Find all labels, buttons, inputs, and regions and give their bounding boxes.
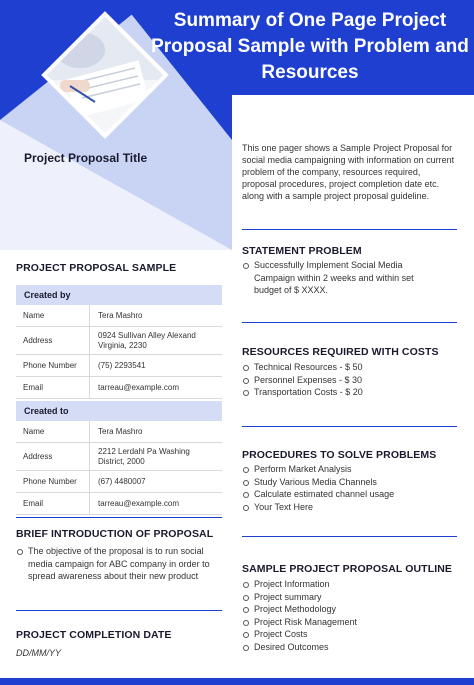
section-divider xyxy=(242,426,457,427)
table-row xyxy=(16,305,222,327)
section-divider xyxy=(242,536,457,537)
list-item: Project Methodology xyxy=(242,603,457,616)
bg-bottom-bar xyxy=(0,678,474,685)
list-item: Your Text Here xyxy=(242,501,457,514)
list-item: Personnel Expenses - $ 30 xyxy=(242,374,457,387)
list-item: Perform Market Analysis xyxy=(242,463,457,476)
completion-heading: PROJECT COMPLETION DATE xyxy=(16,629,172,641)
procedures-heading: PROCEDURES TO SOLVE PROBLEMS xyxy=(242,449,437,461)
statement-heading: STATEMENT PROBLEM xyxy=(242,245,362,257)
row-value: (67) 4480007 xyxy=(98,476,146,486)
row-value: tarreau@example.com xyxy=(98,498,180,508)
list-item: Calculate estimated channel usage xyxy=(242,488,457,501)
project-title: Project Proposal Title xyxy=(24,151,148,165)
brief-heading: BRIEF INTRODUCTION OF PROPOSAL xyxy=(16,528,214,540)
row-label: Name xyxy=(16,305,90,326)
procedures-list xyxy=(242,463,457,513)
row-value: (75) 2293541 xyxy=(98,360,146,370)
brief-list xyxy=(16,545,216,583)
sample-table xyxy=(16,285,222,518)
table-row xyxy=(16,421,222,443)
list-item: Technical Resources - $ 50 xyxy=(242,361,457,374)
row-label: Address xyxy=(16,443,90,470)
row-label: Email xyxy=(16,377,90,398)
created-to-header: Created to xyxy=(16,401,222,421)
table-row xyxy=(16,443,222,471)
outline-heading: SAMPLE PROJECT PROPOSAL OUTLINE xyxy=(242,563,453,575)
row-value: 2212 Lerdahl Pa Washing District, 2000 xyxy=(98,446,190,466)
page-title: Summary of One Page Project Proposal Sample with Problem and Resources xyxy=(151,10,469,83)
outline-list xyxy=(242,578,457,653)
table-row xyxy=(16,493,222,515)
completion-date: DD/MM/YY xyxy=(16,648,61,658)
table-row xyxy=(16,377,222,399)
row-value: tarreau@example.com xyxy=(98,382,180,392)
row-value: Tera Mashro xyxy=(98,426,143,436)
sample-heading: PROJECT PROPOSAL SAMPLE xyxy=(16,262,177,274)
list-item: Project Information xyxy=(242,578,457,591)
table-bottom-rule xyxy=(16,517,222,518)
table-row xyxy=(16,471,222,493)
table-row xyxy=(16,327,222,355)
created-by-header: Created by xyxy=(16,285,222,305)
section-divider xyxy=(242,229,457,230)
row-value: 0924 Sullivan Alley Alexand Virginia, 2230 xyxy=(98,330,196,350)
section-divider xyxy=(242,322,457,323)
list-item: Project Risk Management xyxy=(242,616,457,629)
intro-paragraph: This one pager shows a Sample Project Proposal for social media campaigning with information on current problem of the company, resources required, proposal procedures, project completion date etc. along with a sample project proposal guideline. xyxy=(242,143,455,201)
row-label: Name xyxy=(16,421,90,442)
list-item: Successfully Implement Social Media Campaign within 2 weeks and within set budget of $ XXXX. xyxy=(242,259,417,297)
row-label: Email xyxy=(16,493,90,514)
row-label: Phone Number xyxy=(16,355,90,376)
table-row xyxy=(16,355,222,377)
section-divider xyxy=(16,610,222,611)
list-item: Transportation Costs - $ 20 xyxy=(242,386,457,399)
list-item: Project Costs xyxy=(242,628,457,641)
row-label: Phone Number xyxy=(16,471,90,492)
list-item: Desired Outcomes xyxy=(242,641,457,654)
row-value: Tera Mashro xyxy=(98,310,143,320)
statement-list xyxy=(242,259,417,297)
list-item: Study Various Media Channels xyxy=(242,476,457,489)
row-label: Address xyxy=(16,327,90,354)
list-item: Project summary xyxy=(242,591,457,604)
resources-heading: RESOURCES REQUIRED WITH COSTS xyxy=(242,346,439,358)
list-item: The objective of the proposal is to run social media campaign for ABC company in order to spread awareness about their new product xyxy=(16,545,216,583)
resources-list xyxy=(242,361,457,399)
